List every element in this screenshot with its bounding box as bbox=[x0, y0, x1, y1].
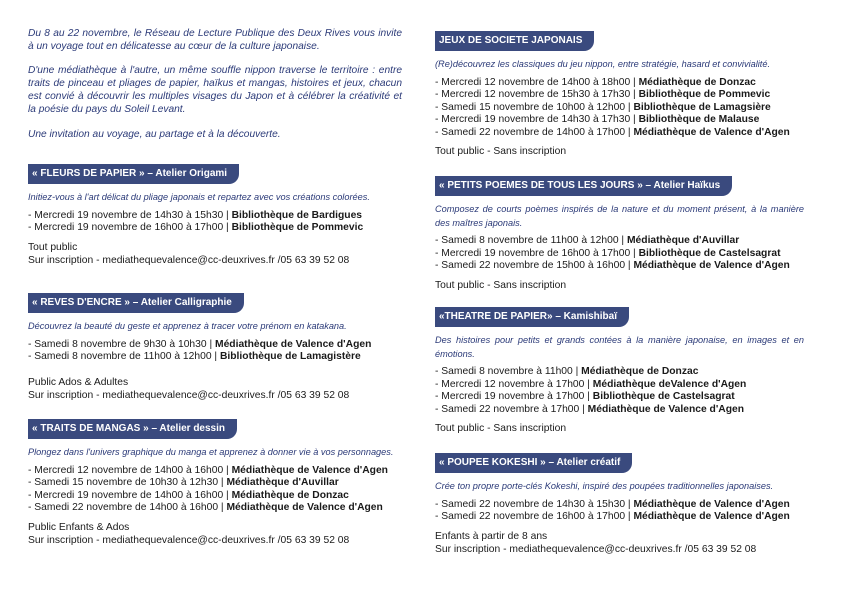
section-description: Composez de courts poèmes inspirés de la nature et du moment présent, à la manière des maîtres japonais. bbox=[435, 204, 804, 228]
section-header: « POUPEE KOKESHI » – Atelier créatif bbox=[435, 453, 632, 473]
section-description: Découvrez la beauté du geste et apprenez à tracer votre prénom en katakana. bbox=[28, 321, 347, 331]
session-item: - Samedi 15 novembre de 10h30 à 12h30 | Médiathèque d'Auvillar bbox=[28, 477, 339, 489]
intro-paragraph: Une invitation au voyage, au partage et à la découverte. bbox=[28, 128, 281, 140]
section-header: « TRAITS DE MANGAS » – Atelier dessin bbox=[28, 419, 237, 439]
section-description: Initiez-vous à l'art délicat du pliage japonais et repartez avec vos créations colorées. bbox=[28, 192, 370, 202]
session-item: - Samedi 22 novembre de 16h00 à 17h00 | Médiathèque de Valence d'Agen bbox=[435, 511, 790, 523]
audience: Tout public - Sans inscription bbox=[435, 279, 567, 291]
section-info bbox=[28, 521, 402, 547]
section-description: Plongez dans l'univers graphique du manga et apprenez à donner vie à vos personnages. bbox=[28, 447, 394, 457]
section-info bbox=[28, 376, 402, 402]
session-item: - Samedi 8 novembre de 9h30 à 10h30 | Médiathèque de Valence d'Agen bbox=[28, 338, 372, 350]
session-item: - Samedi 8 novembre à 11h00 | Médiathèque de Donzac bbox=[435, 366, 699, 377]
audience: Tout public - Sans inscription bbox=[435, 146, 567, 158]
intro-paragraph: Du 8 au 22 novembre, le Réseau de Lecture Publique des Deux Rives vous invite à un voyage tout en délicatesse au cœur de la culture japonaise. bbox=[28, 28, 402, 53]
section-header: « PETITS POEMES DE TOUS LES JOURS » – Atelier Haïkus bbox=[435, 176, 732, 196]
session-item: - Samedi 22 novembre à 17h00 | Médiathèque de Valence d'Agen bbox=[435, 403, 745, 415]
section-petits-poemes bbox=[435, 175, 804, 292]
session-item: - Mercredi 12 novembre de 14h00 à 16h00 | Médiathèque de Valence d'Agen bbox=[28, 464, 388, 476]
section-info bbox=[435, 145, 804, 158]
section-fleurs-de-papier bbox=[28, 163, 402, 267]
section-description: Des histoires pour petits et grands contées à la manière japonaise, en images et en émotions. bbox=[435, 335, 804, 359]
session-item: - Samedi 8 novembre de 11h00 à 12h00 | Médiathèque d'Auvillar bbox=[435, 235, 740, 246]
session-item: - Samedi 22 novembre de 14h30 à 15h30 | Médiathèque de Valence d'Agen bbox=[435, 498, 790, 510]
section-jeux-de-societe bbox=[435, 30, 804, 158]
session-item: - Mercredi 19 novembre de 14h30 à 15h30 | Bibliothèque de Bardigues bbox=[28, 209, 363, 221]
section-info bbox=[435, 279, 804, 292]
session-list bbox=[28, 339, 402, 364]
session-list bbox=[28, 210, 402, 235]
session-list bbox=[435, 235, 804, 273]
session-item: - Samedi 22 novembre de 15h00 à 16h00 | Médiathèque de Valence d'Agen bbox=[435, 260, 790, 272]
section-info bbox=[28, 241, 402, 267]
section-traits-de-mangas bbox=[28, 418, 402, 547]
session-item: - Mercredi 19 novembre de 14h00 à 16h00 | Médiathèque de Donzac bbox=[28, 489, 349, 501]
intro bbox=[28, 27, 402, 152]
audience: Tout public bbox=[28, 241, 78, 253]
section-description: Crée ton propre porte-clés Kokeshi, inspiré des poupées traditionnelles japonaises. bbox=[435, 481, 774, 491]
session-item: - Samedi 8 novembre de 11h00 à 12h00 | Bibliothèque de Lamagistère bbox=[28, 351, 361, 363]
session-list bbox=[435, 77, 804, 140]
audience: Tout public - Sans inscription bbox=[435, 423, 567, 435]
session-item: - Mercredi 19 novembre de 16h00 à 17h00 | Bibliothèque de Castelsagrat bbox=[435, 247, 781, 259]
session-item: - Mercredi 12 novembre à 17h00 | Médiathèque deValence d'Agen bbox=[435, 378, 747, 390]
intro-paragraph: D'une médiathèque à l'autre, un même souffle nippon traverse le territoire : entre traits de pinceau et pliages de papier, haïkus et mangas, histoires et jeux, chacun est convié à découvrir les multiples visages du Japon et à célébrer la créativité et la poésie du pays du Soleil Levant. bbox=[28, 65, 402, 116]
section-header: « REVES D'ENCRE » – Atelier Calligraphie bbox=[28, 293, 244, 313]
session-item: - Samedi 15 novembre de 10h00 à 12h00 | Bibliothèque de Lamagsière bbox=[435, 101, 771, 113]
session-item: - Mercredi 19 novembre de 14h30 à 17h30 | Bibliothèque de Malause bbox=[435, 114, 760, 126]
audience: Public Ados & Adultes bbox=[28, 376, 129, 388]
audience: Enfants à partir de 8 ans bbox=[435, 530, 548, 542]
section-header: « FLEURS DE PAPIER » – Atelier Origami bbox=[28, 164, 239, 184]
section-header: JEUX DE SOCIETE JAPONAIS bbox=[435, 31, 594, 51]
session-item: - Mercredi 12 novembre de 15h30 à 17h30 | Bibliothèque de Pommevic bbox=[435, 89, 771, 101]
section-header: «THEATRE DE PAPIER» – Kamishibaï bbox=[435, 307, 629, 327]
session-item: - Samedi 22 novembre de 14h00 à 16h00 | Médiathèque de Valence d'Agen bbox=[28, 502, 383, 514]
audience: Public Enfants & Ados bbox=[28, 521, 130, 533]
session-item: - Mercredi 19 novembre de 16h00 à 17h00 | Bibliothèque de Pommevic bbox=[28, 222, 364, 234]
session-item: - Mercredi 19 novembre à 17h00 | Bibliothèque de Castelsagrat bbox=[435, 391, 735, 403]
section-info bbox=[435, 422, 804, 435]
registration: Sur inscription - mediathequevalence@cc-deuxrives.fr /05 63 39 52 08 bbox=[28, 389, 350, 401]
session-item: - Samedi 22 novembre de 14h00 à 17h00 | Médiathèque de Valence d'Agen bbox=[435, 126, 790, 138]
section-reves-d-encre bbox=[28, 292, 402, 402]
session-list bbox=[435, 499, 804, 524]
section-description: (Re)découvrez les classiques du jeu nippon, entre stratégie, hasard et convivialité. bbox=[435, 59, 771, 69]
session-item: - Mercredi 12 novembre de 14h00 à 18h00 | Médiathèque de Donzac bbox=[435, 76, 756, 88]
section-theatre-de-papier bbox=[435, 306, 804, 435]
section-poupee-kokeshi bbox=[435, 452, 804, 556]
section-info bbox=[435, 530, 804, 556]
registration: Sur inscription - mediathequevalence@cc-deuxrives.fr /05 63 39 52 08 bbox=[28, 254, 350, 266]
registration: Sur inscription - mediathequevalence@cc-deuxrives.fr /05 63 39 52 08 bbox=[435, 543, 757, 555]
registration: Sur inscription - mediathequevalence@cc-deuxrives.fr /05 63 39 52 08 bbox=[28, 534, 350, 546]
session-list bbox=[435, 366, 804, 416]
session-list bbox=[28, 465, 402, 515]
